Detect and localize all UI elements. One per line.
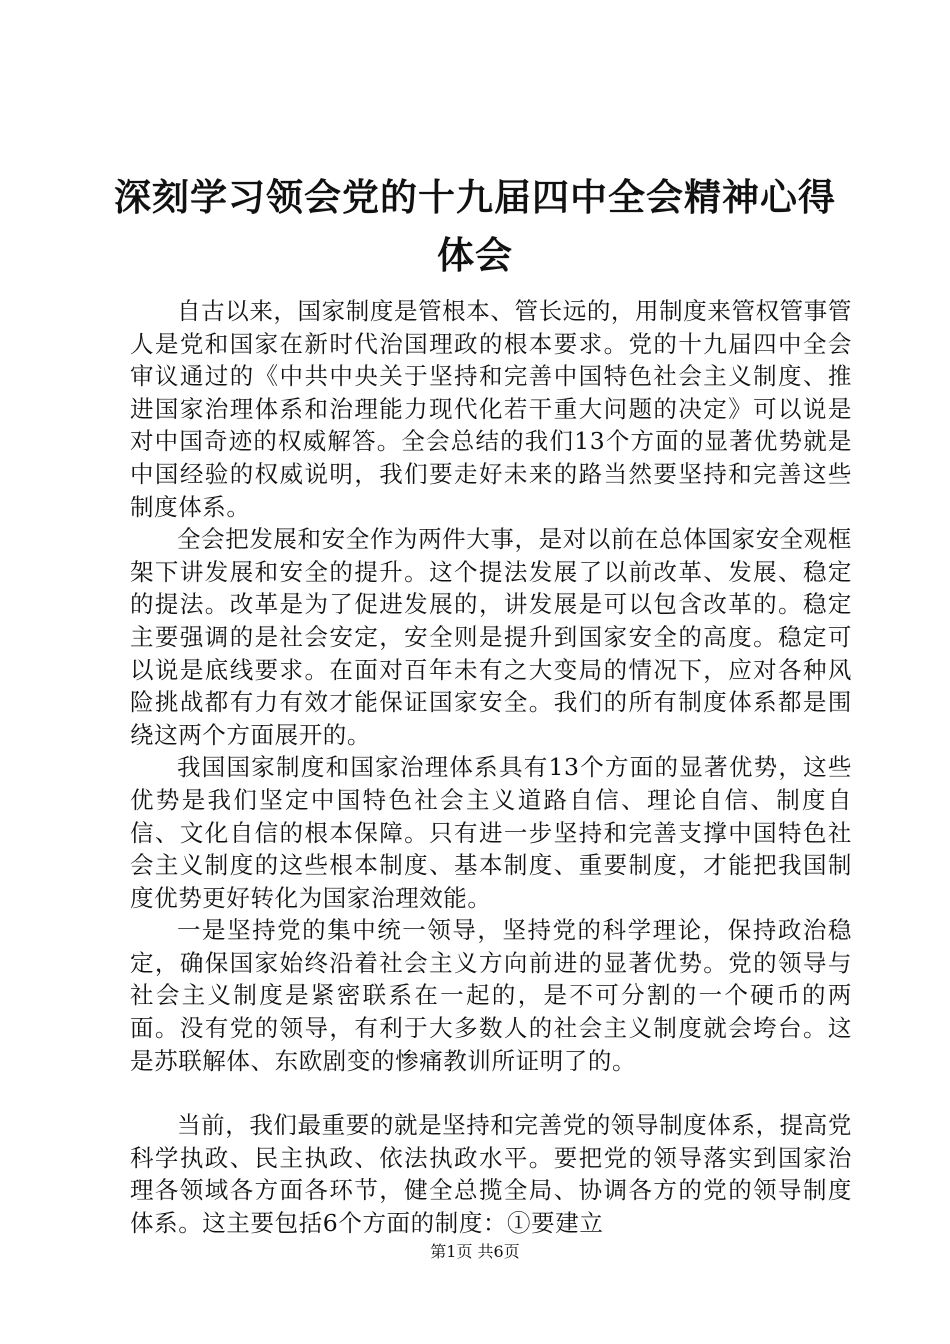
paragraph: 当前，我们最重要的就是坚持和完善党的领导制度体系，提高党科学执政、民主执政、依法执政水平。要把党的领导落实到国家治理各领域各方面各环节，健全总揽全局、协调各方的党的领导制度体系。这主要包括6个方面的制度：①要建立 xyxy=(130,1111,852,1238)
document-title: 深刻学习领会党的十九届四中全会精神心得体会 xyxy=(114,175,836,277)
document-body xyxy=(130,295,852,1240)
paragraph: 自古以来，国家制度是管根本、管长远的，用制度来管权管事管人是党和国家在新时代治国理政的根本要求。党的十九届四中全会审议通过的《中共中央关于坚持和完善中国特色社会主义制度、推进国家治理体系和治理能力现代化若干重大问题的决定》可以说是对中国奇迹的权威解答。全会总结的我们13个方面的显著优势就是中国经验的权威说明，我们要走好未来的路当然要坚持和完善这些制度体系。 xyxy=(130,297,852,521)
paragraph: 一是坚持党的集中统一领导，坚持党的科学理论，保持政治稳定，确保国家始终沿着社会主义方向前进的显著优势。党的领导与社会主义制度是紧密联系在一起的，是不可分割的一个硬币的两面。没有党的领导，有利于大多数人的社会主义制度就会垮台。这是苏联解体、东欧剧变的惨痛教训所证明了的。 xyxy=(130,916,852,1075)
paragraph: 全会把发展和安全作为两件大事，是对以前在总体国家安全观框架下讲发展和安全的提升。这个提法发展了以前改革、发展、稳定的提法。改革是为了促进发展的，讲发展是可以包含改革的。稳定主要强调的是社会安定，安全则是提升到国家安全的高度。稳定可以说是底线要求。在面对百年未有之大变局的情况下，应对各种风险挑战都有力有效才能保证国家安全。我们的所有制度体系都是围绕这两个方面展开的。 xyxy=(130,525,852,749)
page-number-footer: 第1页 共6页 xyxy=(430,1242,520,1261)
paragraph: 我国国家制度和国家治理体系具有13个方面的显著优势，这些优势是我们坚定中国特色社会主义道路自信、理论自信、制度自信、文化自信的根本保障。只有进一步坚持和完善支撑中国特色社会主义制度的这些根本制度、基本制度、重要制度，才能把我国制度优势更好转化为国家治理效能。 xyxy=(130,753,852,912)
